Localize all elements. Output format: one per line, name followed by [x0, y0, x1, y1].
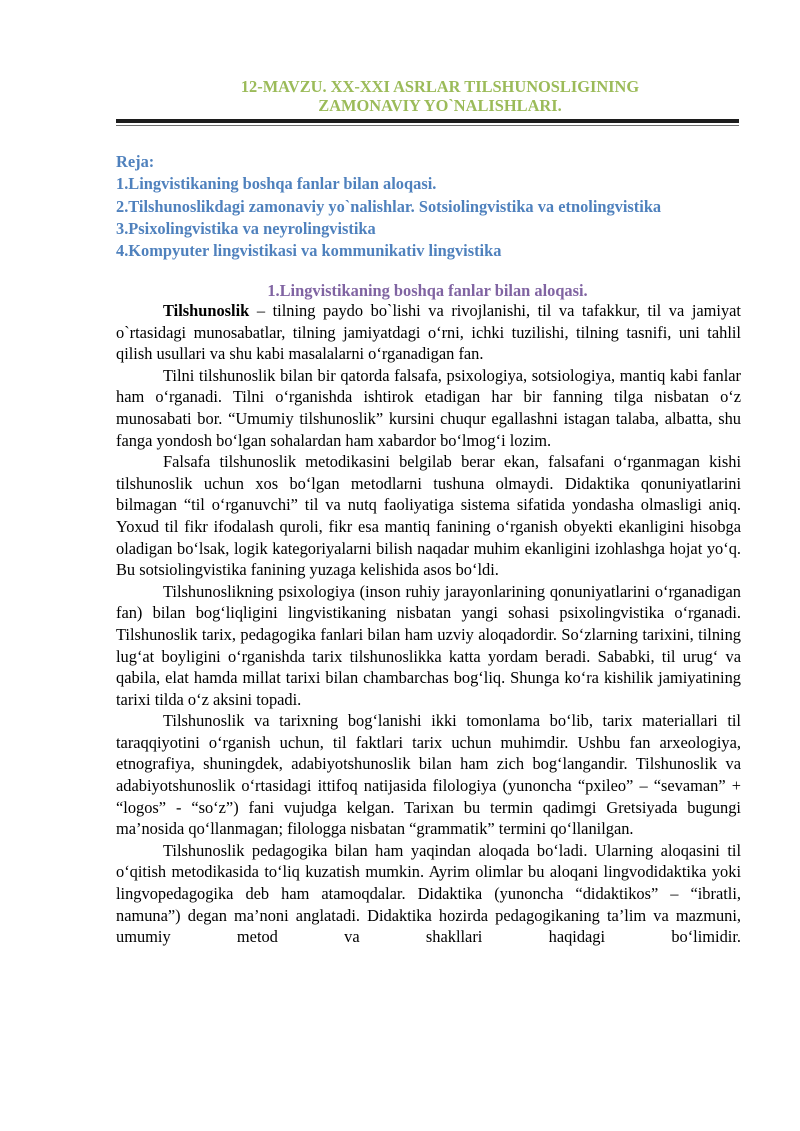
title-divider	[116, 119, 739, 123]
plan-heading: Reja:	[116, 152, 155, 171]
paragraph	[116, 840, 741, 948]
plan-item: 3.Psixolingvistika va neyrolingvistika	[116, 218, 376, 238]
topic-title	[170, 77, 710, 115]
topic-title-line-1: 12-MAVZU. XX-XXI ASRLAR TILSHUNOSLIGINING	[240, 77, 640, 96]
paragraph-text: Tilshunoslikning psixologiya (inson ruhiy jarayonlarining qonuniyatlarini o‘rganadigan fan) bilan bog‘liqligini lingvistikaning nisbatan yangi sohasi psixolingvistika o‘rganadi. Tilshunoslik tarix, pedagogika fanlari bilan ham uzviy aloqadordir. So‘zlarning tarixini, tilning lug‘at boyligini o‘rganishda tarix tilshunoslikka katta yordam beradi. Sababki, til urug‘ va qabila, elat hamda millat tarixi bilan chambarchas bog‘liq. Shunga ko‘ra kishilik jamiyatining tarixi tilda o‘z aksini topadi.	[116, 581, 741, 709]
lesson-plan	[116, 151, 756, 262]
paragraph-text: Tilshunoslik va tarixning bog‘lanishi ikki tomonlama bo‘lib, tarix materiallari til taraqqiyotini o‘rganish uchun, til faktlari tarix uchun muhimdir. Ushbu fan arxeologiya, etnografiya, shuningdek, adabiyotshunoslik bilan ham zich bog‘langandir. Tilshunoslik va adabiyotshunoslik o‘rtasidagi ittifoq natijasida filologiya (yunoncha “pxileo” – “sevaman” + “logos” - “so‘z”) fani vujudga kelgan. Tarixan bu termin qadimgi Gretsiyada bugungi ma’nosida qo‘llanmagan; filologga nisbatan “grammatik” termini qo‘llanilgan.	[116, 711, 741, 839]
plan-item: 1.Lingvistikaning boshqa fanlar bilan aloqasi.	[116, 174, 437, 194]
paragraph	[116, 365, 741, 451]
plan-item: 2.Tilshunoslikdagi zamonaviy yo`nalishlar. Sotsiolingvistika va etnolingvistika	[116, 196, 662, 216]
paragraph-text: Falsafa tilshunoslik metodikasini belgilab berar ekan, falsafani o‘rganmagan kishi tilshunoslik uchun xos bo‘lgan metodlarni tushuna olmaydi. Didaktika qonuniyatlarini bilmagan “til o‘rganuvchi” til va nutq faoliyatiga sistema sifatida yondasha olmasligi aniq. Yoxud til fikr ifodalash quroli, fikr esa mantiq fanining o‘rganish obyekti ekanligini hisobga oladigan bo‘lsak, logik kategoriyalarni bilish naqadar muhim ekanligini izohlashga hojat yo‘q. Bu sotsiolingvistika fanining yuzaga kelishida asos bo‘ldi.	[116, 452, 741, 580]
paragraph	[116, 710, 741, 840]
paragraph-text: Tilni tilshunoslik bilan bir qatorda falsafa, psixologiya, sotsiologiya, mantiq kabi fanlar ham o‘rganadi. Tilni o‘rganishda ishtirok etadigan har bir fanning tilga nisbatan o‘z munosabati bor. “Umumiy tilshunoslik” kursini chuqur egallashni istagan talaba, albatta, shu fanga yondosh bo‘lgan sohalardan ham xabardor bo‘lmog‘i lozim.	[116, 365, 741, 450]
defined-term: Tilshunoslik	[163, 301, 250, 320]
plan-item: 4.Kompyuter lingvistikasi va kommunikativ lingvistika	[116, 241, 502, 261]
body-text	[116, 300, 741, 948]
topic-title-line-2: ZAMONAVIY YO`NALISHLARI.	[318, 96, 562, 115]
paragraph-text: – tilning paydo bo`lishi va rivojlanishi, til va tafakkur, til va jamiyat o`rtasidagi munosabatlar, tilning jamiyatdagi o‘rni, ichki tuzilishi, tilning tasnifi, uni tahlil qilish usullari va shu kabi masalalarni o‘rganadigan fan.	[116, 301, 741, 364]
paragraph	[116, 300, 741, 365]
paragraph	[116, 581, 741, 711]
paragraph-text: Tilshunoslik pedagogika bilan ham yaqindan aloqada bo‘ladi. Ularning aloqasini til o‘qitish metodikasida to‘liq kuzatish mumkin. Ayrim olimlar bu aloqani lingvodidaktika yoki lingvopedagogika deb ham atamoqdalar. Didaktika (yunoncha “didaktikos” – “ibratli, namuna”) degan ma’noni anglatadi. Didaktika hozirda pedagogikaning ta’lim va mazmuni, umumiy metod va shakllari haqidagi bo‘limidir.	[116, 840, 741, 947]
section-heading: 1.Lingvistikaning boshqa fanlar bilan aloqasi.	[267, 281, 588, 300]
paragraph	[116, 451, 741, 581]
title-divider-underline	[116, 125, 739, 126]
